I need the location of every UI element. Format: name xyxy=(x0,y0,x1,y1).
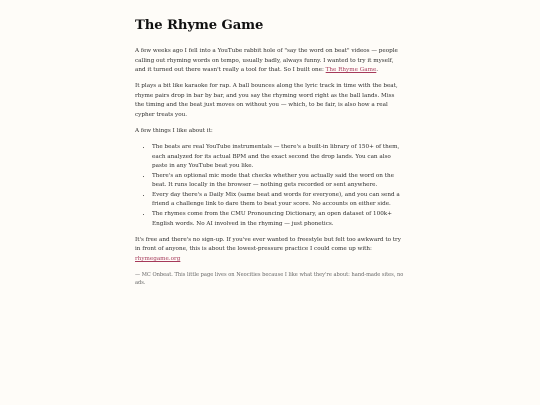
signature: — MC Onbeat. This little page lives on Neocities because I like what they're about: hand-made sites, no ads. xyxy=(135,271,404,287)
intro-text-end: . xyxy=(376,67,379,74)
feature-item-mic: • There's an optional mic mode that checks whether you actually said the word on the beat. It runs locally in the browser — nothing gets recorded or sent anywhere. xyxy=(152,172,405,191)
intro-text: A few weeks ago I fell into a YouTube rabbit hole of "say the word on beat" videos — people calling out rhyming words on tempo, usually badly, always funny. I wanted to try it myself, and it turned out there wasn't really a tool for that. So I built one: xyxy=(135,48,398,74)
page-title: The Rhyme Game xyxy=(135,18,264,33)
rhyme-game-link[interactable]: The Rhyme Game xyxy=(325,67,377,74)
features-intro: A few things I like about it: xyxy=(135,127,213,134)
closing-text: It's free and there's no sign-up. If you've ever wanted to freestyle but felt too awkward to try in front of anyone, this is about the lowest-pressure practice I could come up with: xyxy=(135,236,401,253)
closing-paragraph xyxy=(135,236,405,265)
article xyxy=(135,17,405,294)
features-list xyxy=(135,143,405,229)
feature-item-daily-mix: • Every day there's a Daily Mix (same beat and words for everyone), and you can send a friend a challenge link to dare them to beat your score. No accounts on either side. xyxy=(152,191,405,210)
feature-item-rhymes: • The rhymes come from the CMU Pronouncing Dictionary, an open dataset of 100k+ English words. No AI involved in the rhyming — just phonetics. xyxy=(152,210,405,229)
intro-paragraph xyxy=(135,47,405,76)
gameplay-paragraph: It plays a bit like karaoke for rap. A ball bounces along the lyric track in time with the beat, rhyme pairs drop in bar by bar, and you say the rhyming word right as the ball lands. Miss the timing and the beat just moves on without you — which, to be fair, is also how a real cypher treats you. xyxy=(135,83,398,118)
feature-item-beats: • The beats are real YouTube instrumentals — there's a built-in library of 150+ of them, each analyzed for its actual BPM and the exact second the drop lands. You can also paste in any YouTube beat you like. xyxy=(152,143,405,172)
rhymegame-link[interactable]: rhymegame.org xyxy=(135,255,181,262)
